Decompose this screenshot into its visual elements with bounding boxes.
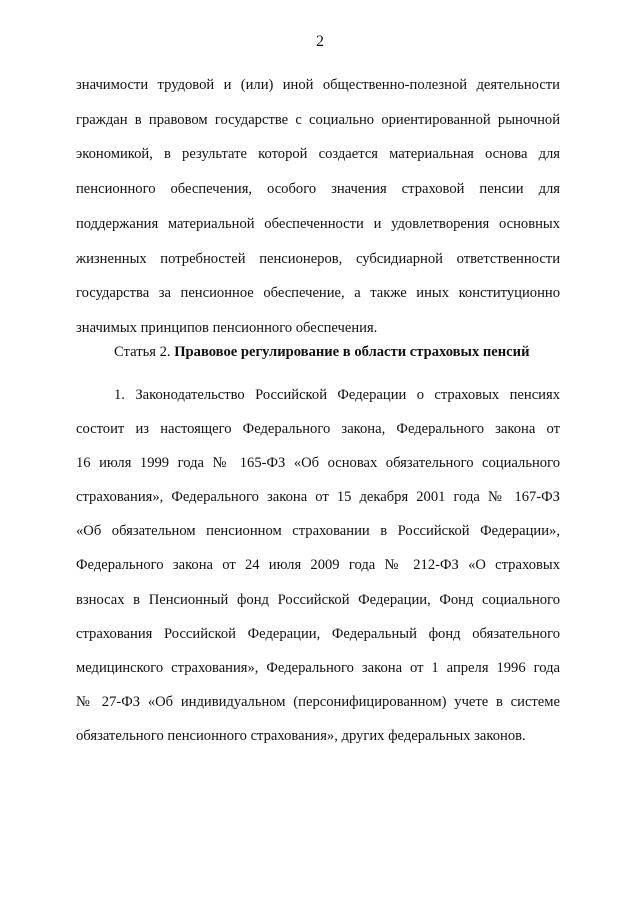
text-line: обязательного пенсионного страхования», других федеральных законов. bbox=[76, 727, 526, 744]
article-title: Правовое регулирование в области страховых пенсий bbox=[174, 344, 530, 360]
text-line: значимых принципов пенсионного обеспечения. bbox=[76, 319, 378, 336]
text-line: страхования Российской Федерации, Федеральный фонд обязательного bbox=[76, 625, 560, 642]
text-line: медицинского страхования», Федерального закона от 1 апреля 1996 года bbox=[76, 659, 560, 676]
paragraph-continuation bbox=[76, 68, 560, 346]
text-line: 16 июля 1999 года № 165-ФЗ «Об основах обязательного социального bbox=[76, 455, 560, 472]
text-line: Федерального закона от 24 июля 2009 года № 212-ФЗ «О страховых bbox=[76, 557, 560, 574]
text-line: экономикой, в результате которой создается материальная основа для bbox=[76, 146, 560, 163]
text-line: № 27-ФЗ «Об индивидуальном (персонифицированном) учете в системе bbox=[76, 693, 560, 710]
text-line: государства за пенсионное обеспечение, а также иных конституционно bbox=[76, 285, 560, 302]
page-number: 2 bbox=[316, 33, 324, 50]
text-line: «Об обязательном пенсионном страховании в Российской Федерации», bbox=[76, 523, 560, 540]
text-line: взносах в Пенсионный фонд Российской Федерации, Фонд социального bbox=[76, 591, 560, 608]
text-line: значимости трудовой и (или) иной общественно-полезной деятельности bbox=[76, 77, 560, 93]
text-line: граждан в правовом государстве с социально ориентированной рыночной bbox=[76, 111, 560, 128]
article-label: Статья 2. bbox=[114, 344, 171, 360]
text-line: состоит из настоящего Федерального закона, Федерального закона от bbox=[76, 421, 560, 438]
text-line: жизненных потребностей пенсионеров, субсидиарной ответственности bbox=[76, 250, 560, 267]
text-line: поддержания материальной обеспеченности и удовлетворения основных bbox=[76, 215, 560, 232]
text-line: 1. Законодательство Российской Федерации о страховых пенсиях bbox=[114, 387, 560, 403]
text-line: страхования», Федерального закона от 15 декабря 2001 года № 167-ФЗ bbox=[76, 489, 560, 506]
text-line: пенсионного обеспечения, особого значения страховой пенсии для bbox=[76, 181, 560, 198]
article-paragraph bbox=[76, 378, 560, 753]
article-heading bbox=[114, 342, 574, 362]
